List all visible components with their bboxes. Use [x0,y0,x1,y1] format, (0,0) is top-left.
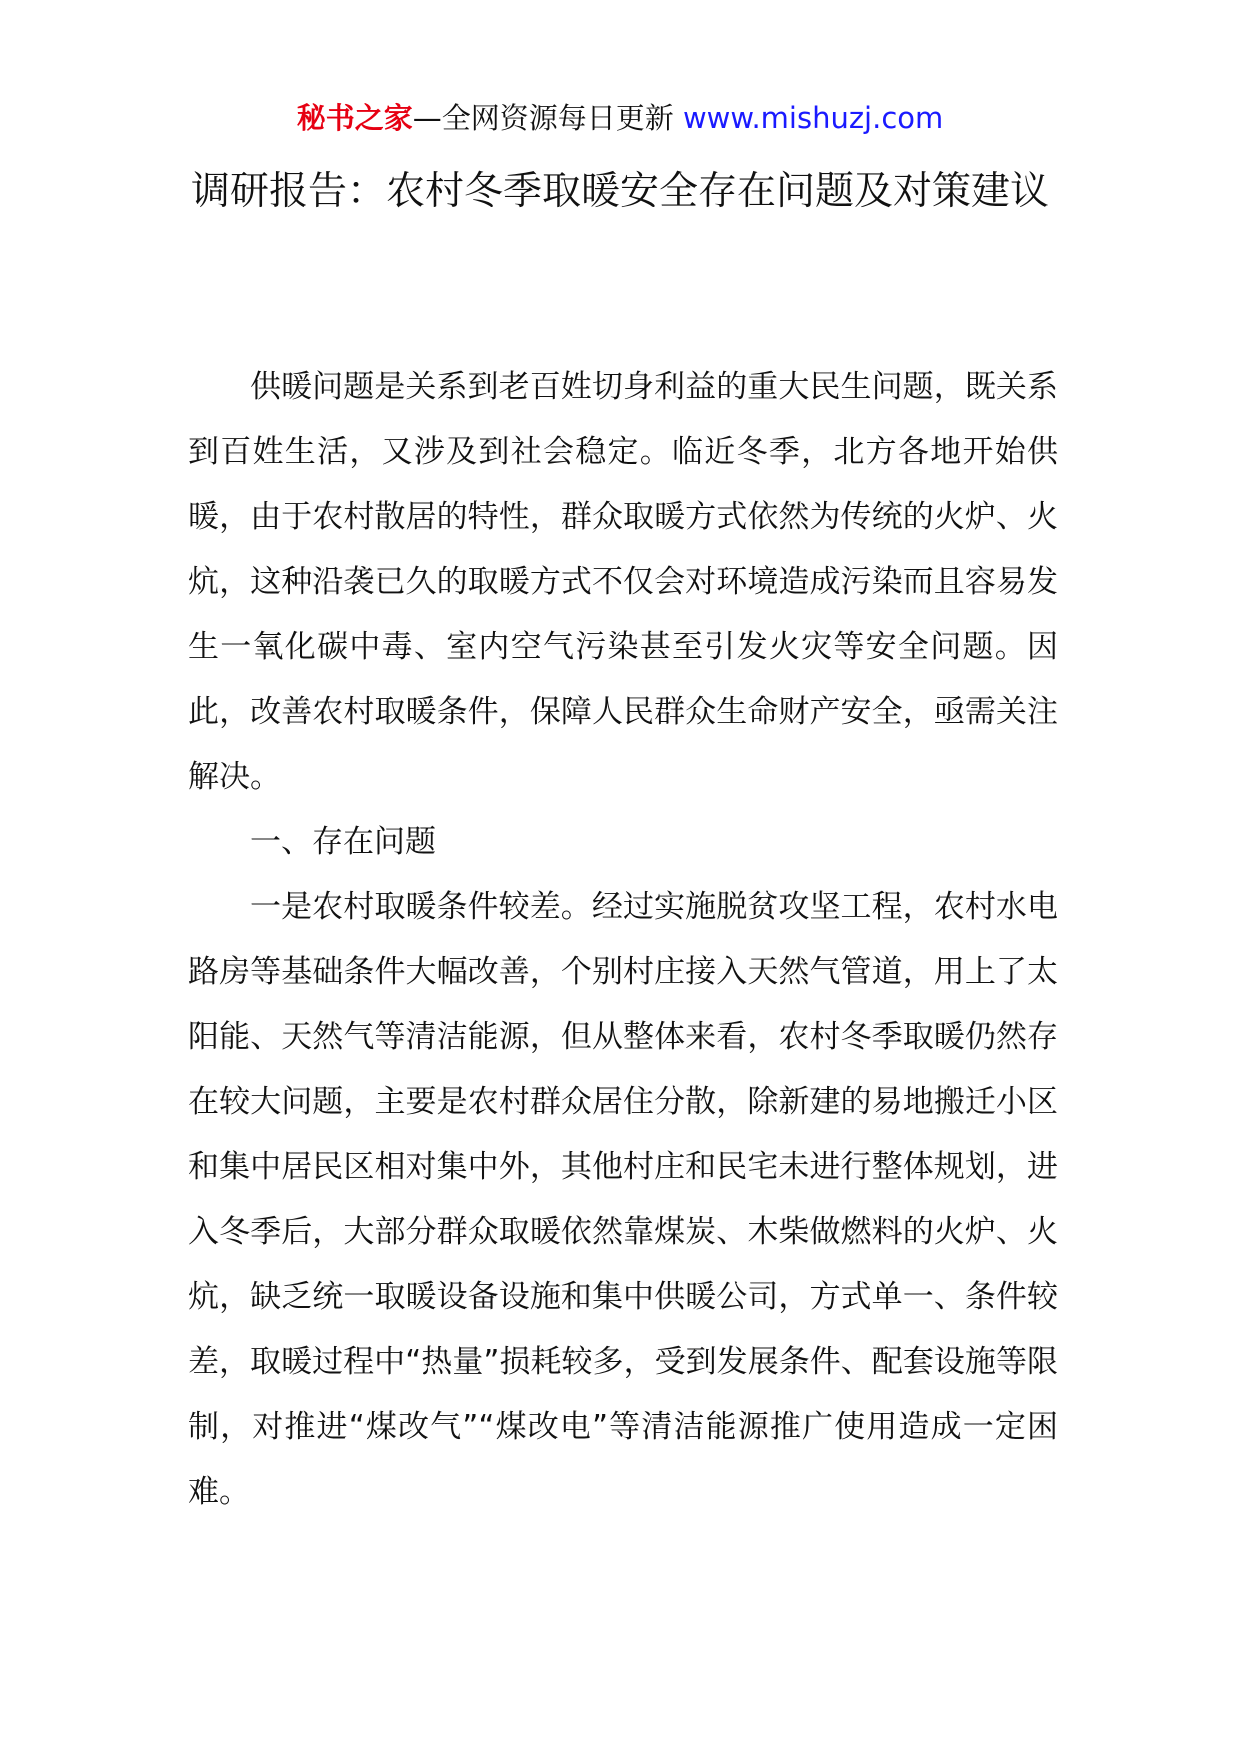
document-title: 调研报告：农村冬季取暖安全存在问题及对策建议 [190,169,1049,214]
document-body [188,355,1058,1525]
section-heading-problems: 一、存在问题 [250,824,436,860]
paragraph-intro: 供暖问题是关系到老百姓切身利益的重大民生问题，既关系到百姓生活，又涉及到社会稳定。临近冬季，北方各地开始供暖，由于农村散居的特性，群众取暖方式依然为传统的火炉、火炕，这种沿袭已久的取暖方式不仅会对环境造成污染而且容易发生一氧化碳中毒、室内空气污染甚至引发火灾等安全问题。因此，改善农村取暖条件，保障人民群众生命财产安全，亟需关注解决。 [188,369,1058,795]
paragraph-problem-1: 一是农村取暖条件较差。经过实施脱贫攻坚工程，农村水电路房等基础条件大幅改善，个别村庄接入天然气管道，用上了太阳能、天然气等清洁能源，但从整体来看，农村冬季取暖仍然存在较大问题，主要是农村群众居住分散，除新建的易地搬迁小区和集中居民区相对集中外，其他村庄和民宅未进行整体规划，进入冬季后，大部分群众取暖依然靠煤炭、木柴做燃料的火炉、火炕，缺乏统一取暖设备设施和集中供暖公司，方式单一、条件较差，取暖过程中“热量”损耗较多，受到发展条件、配套设施等限制，对推进“煤改气”“煤改电”等清洁能源推广使用造成一定困难。 [188,889,1058,1510]
site-brand: 秘书之家 [296,101,413,135]
site-header [0,98,1240,138]
site-slogan: —全网资源每日更新 [412,101,683,135]
site-url-link[interactable]: www.mishuzj.com [682,101,944,135]
